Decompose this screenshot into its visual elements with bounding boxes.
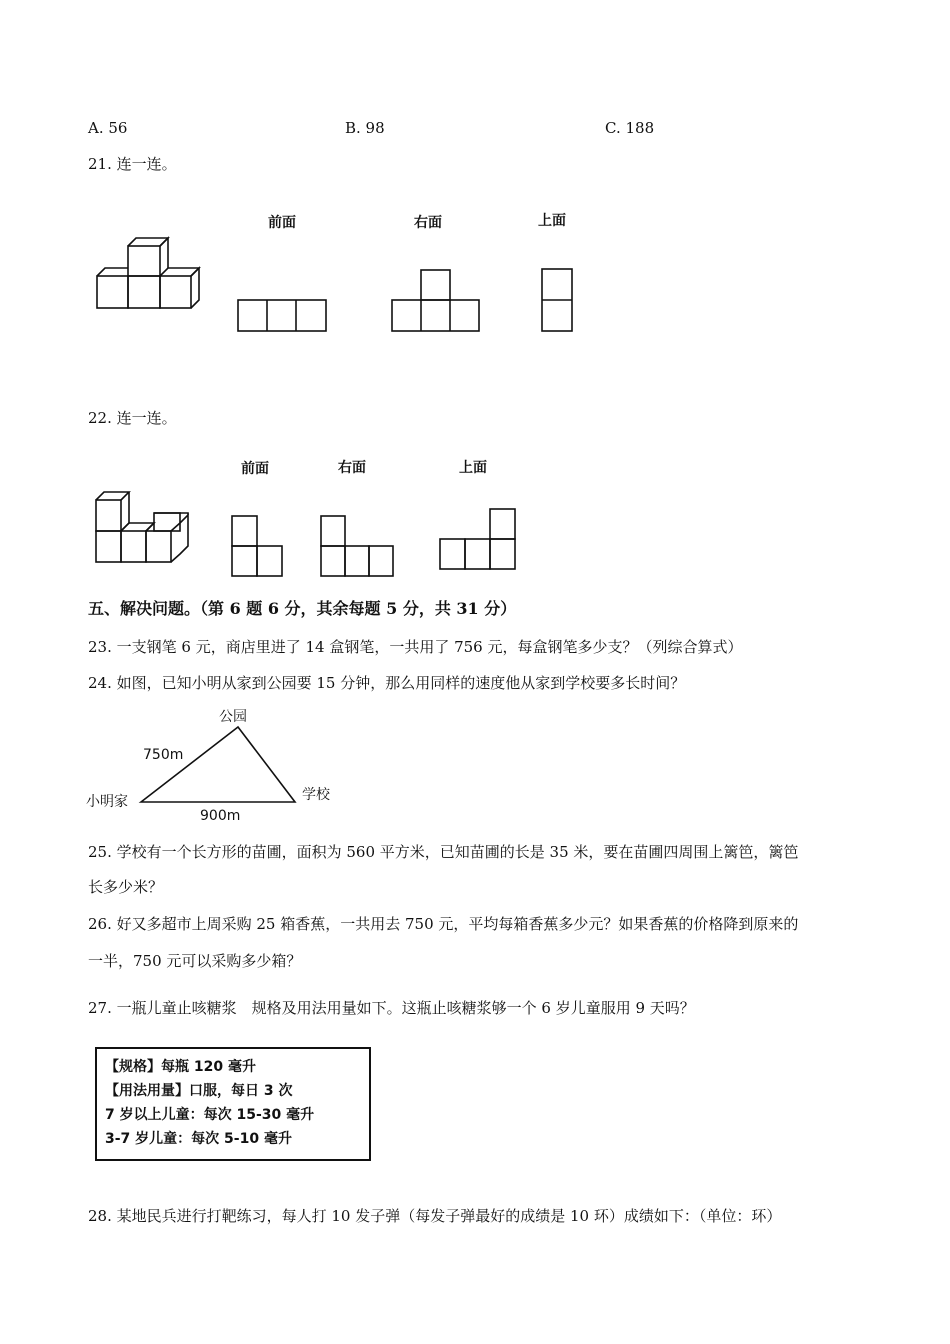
- q27-text: 27. 一瓶儿童止咳糖浆 规格及用法用量如下。这瓶止咳糖浆够一个 6 岁儿童服用 9 天吗？: [88, 999, 695, 1017]
- dose-3to7-line: 3-7 岁儿童：每次 5-10 毫升: [105, 1131, 292, 1147]
- option-c: C. 188: [605, 119, 655, 137]
- syrup-label-box: [95, 1047, 371, 1161]
- option-a: A. 56: [88, 119, 128, 137]
- spec-line: 【规格】每瓶 120 毫升: [105, 1059, 256, 1075]
- q24-text: 24. 如图，已知小明从家到公园要 15 分钟，那么用同样的速度他从家到学校要多长时间？: [88, 674, 686, 692]
- q22-front-label: 前面: [241, 461, 269, 477]
- option-b: B. 98: [345, 119, 385, 137]
- q22-text: 22. 连一连。: [88, 409, 177, 427]
- q21-top-label: 上面: [538, 213, 566, 229]
- q21-front-label: 前面: [268, 215, 296, 231]
- q23-text: 23. 一支钢笔 6 元，商店里进了 14 盒钢笔，一共用了 756 元，每盒钢笔多少支？（列综合算式）: [88, 638, 743, 656]
- q21-text: 21. 连一连。: [88, 155, 177, 173]
- q26-line1: 26. 好又多超市上周采购 25 箱香蕉，一共用去 750 元，平均每箱香蕉多少元？如果香蕉的价格降到原来的: [88, 915, 799, 933]
- q25-line1: 25. 学校有一个长方形的苗圃，面积为 560 平方米，已知苗圃的长是 35 米，要在苗圃四周围上篱笆，篱笆: [88, 843, 799, 861]
- dose-over7-line: 7 岁以上儿童：每次 15-30 毫升: [105, 1107, 315, 1123]
- section-title: 五、解决问题。（第 6 题 6 分，其余每题 5 分，共 31 分）: [88, 599, 517, 618]
- park-label: 公园: [219, 709, 247, 725]
- q22-right-label: 右面: [338, 460, 366, 476]
- distance-home-park: 750m: [143, 747, 184, 763]
- distance-home-school: 900m: [200, 808, 241, 824]
- school-label: 学校: [302, 787, 330, 803]
- q21-right-label: 右面: [414, 215, 442, 231]
- q28-text: 28. 某地民兵进行打靶练习，每人打 10 发子弹（每发子弹最好的成绩是 10 环）成绩如下：（单位：环）: [88, 1207, 782, 1225]
- q25-line2: 长多少米？: [88, 878, 164, 896]
- q22-top-label: 上面: [459, 460, 487, 476]
- usage-line: 【用法用量】口服，每日 3 次: [105, 1083, 293, 1099]
- home-label: 小明家: [86, 794, 128, 810]
- q26-line2: 一半，750 元可以采购多少箱？: [88, 952, 302, 970]
